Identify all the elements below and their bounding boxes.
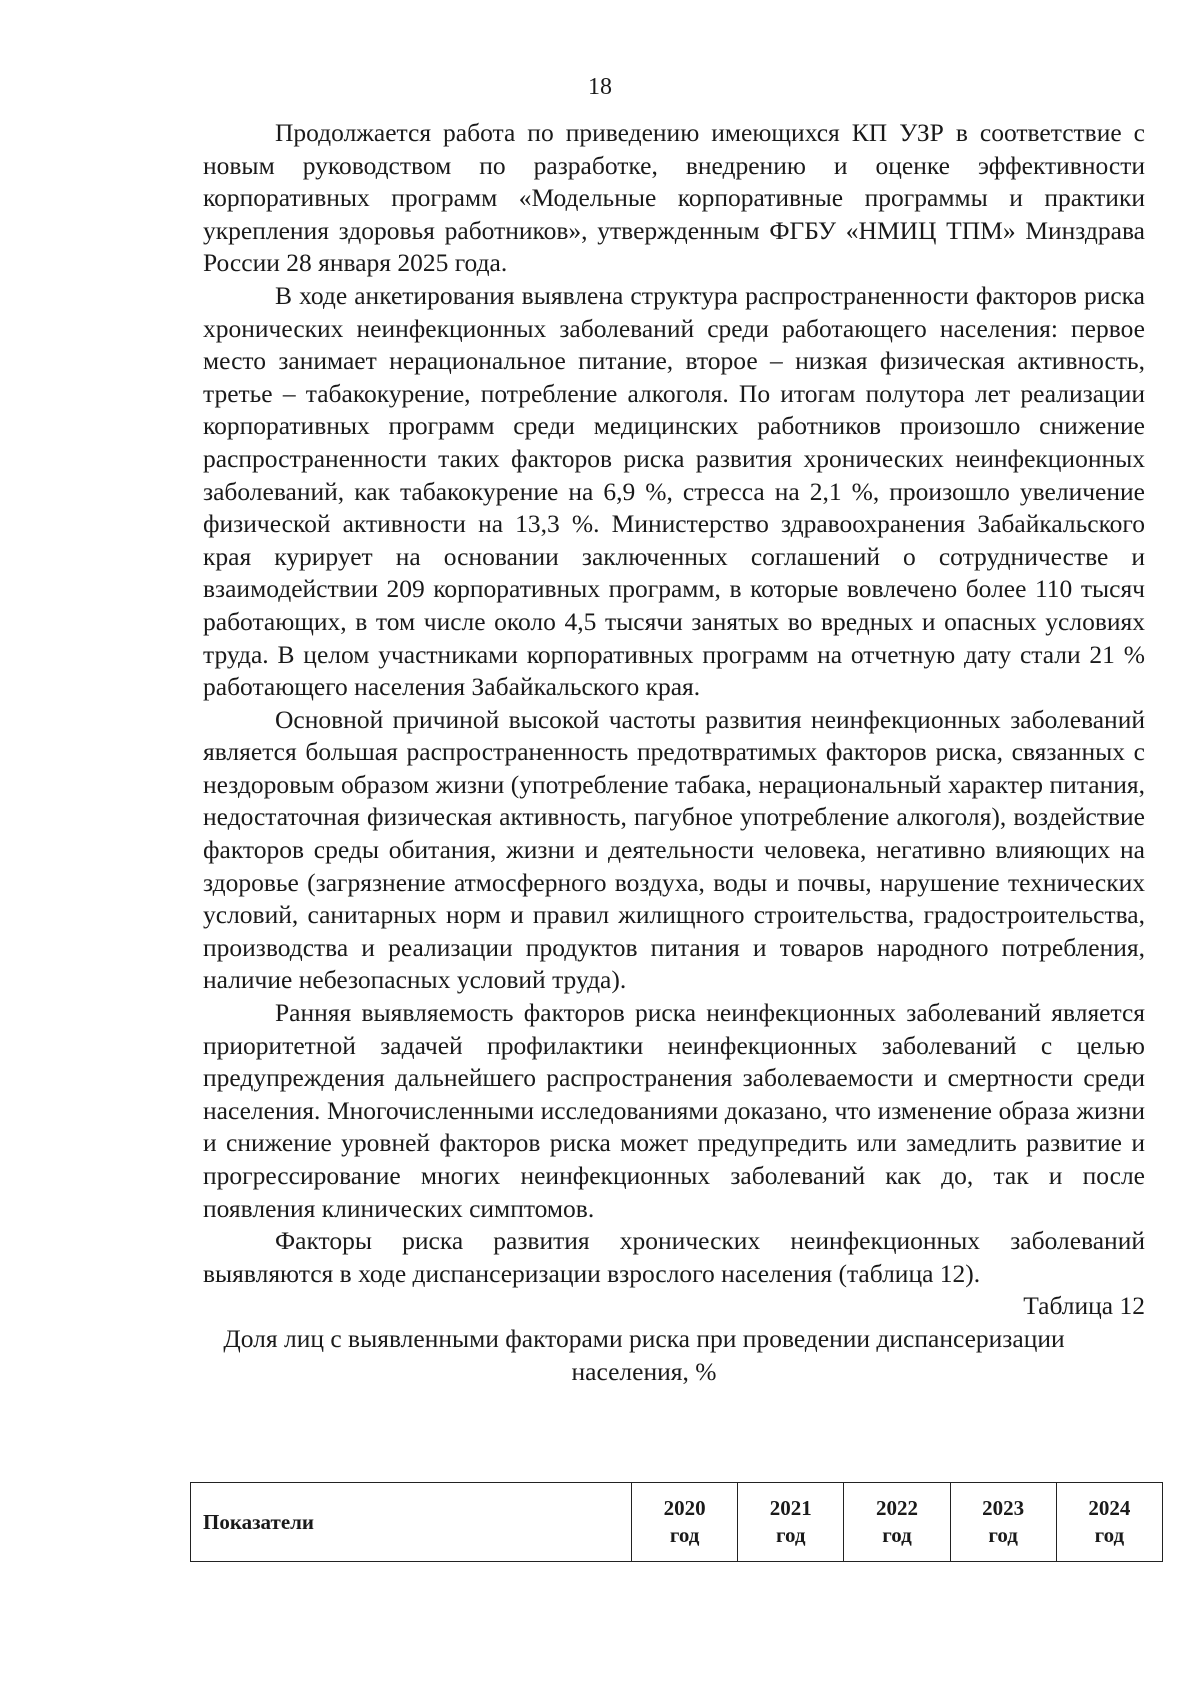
year-value: 2023 <box>982 1496 1025 1520</box>
paragraph: В ходе анкетирования выявлена структура распространенности факторов риска хронических неинфекционных заболеваний среди работающего населения: первое место занимает нерациональное питание, второе – низкая физическая активность, третье – табакокурение, потребление алкоголя. По итогам полутора лет реализации корпоративных программ среди медицинских работников произошло снижение распространенности таких факторов риска развития хронических неинфекционных заболеваний, как табакокурение на 6,9 %, стресса на 2,1 %, произошло увеличение физической активности на 13,3 %. Министерство здравоохранения Забайкальского края курирует на основании заключенных соглашений о сотрудничестве и взаимодействии 209 корпоративных программ, в которые вовлечено более 110 тысяч работающих, в том числе около 4,5 тысячи занятых во вредных и опасных условиях труда. В целом участниками корпоративных программ на отчетную дату стали 21 % работающего населения Забайкальского края. <box>203 280 1145 702</box>
year-value: 2024 <box>1088 1496 1131 1520</box>
header-year-2023 <box>950 1483 1056 1562</box>
paragraph: Ранняя выявляемость факторов риска неинфекционных заболеваний является приоритетной задачей профилактики неинфекционных заболеваний с целью предупреждения дальнейшего распространения заболеваемости и смертности среди населения. Многочисленными исследованиями доказано, что изменение образа жизни и снижение уровней факторов риска может предупредить или замедлить развитие и прогрессирование многих неинфекционных заболеваний как до, так и после появления клинических симптомов. <box>203 998 1145 1223</box>
table-title: Доля лиц с выявленными факторами риска при проведении диспансеризации населения, % <box>223 1323 1065 1386</box>
year-value: 2021 <box>769 1496 812 1520</box>
year-unit: год <box>669 1523 700 1547</box>
year-unit: год <box>988 1523 1018 1547</box>
paragraph: Основной причиной высокой частоты развития неинфекционных заболеваний является большая распространенность предотвратимых факторов риска, связанных с нездоровым образом жизни (употребление табака, нерациональный характер питания, недостаточная физическая активность, пагубное употребление алкоголя), воздействие факторов среды обитания, жизни и деятельности человека, негативно влияющих на здоровье (загрязнение атмосферного воздуха, воды и почвы, нарушение технических условий, санитарных норм и правил жилищного строительства, градостроительства, производства и реализации продуктов питания и товаров народного потребления, наличие небезопасных условий труда). <box>203 704 1145 995</box>
header-indicator: Показатели <box>191 1483 632 1562</box>
body-text <box>203 117 1145 1388</box>
data-table <box>190 1482 1163 1562</box>
year-unit: год <box>882 1523 912 1547</box>
year-unit: год <box>1094 1523 1125 1547</box>
header-year-2021 <box>738 1483 844 1562</box>
paragraph: Продолжается работа по приведению имеющихся КП УЗР в соответствие с новым руководством по разработке, внедрению и оценке эффективности корпоративных программ «Модельные корпоративные программы и практики укрепления здоровья работников», утвержденным ФГБУ «НМИЦ ТПМ» Минздрава России 28 января 2025 года. <box>203 118 1145 278</box>
paragraph: Факторы риска развития хронических неинфекционных заболеваний выявляются в ходе диспансеризации взрослого населения (таблица 12). <box>203 1226 1145 1288</box>
page-number: 18 <box>588 74 612 100</box>
table-header-row <box>191 1483 1163 1562</box>
header-year-2022 <box>844 1483 950 1562</box>
year-unit: год <box>776 1523 806 1547</box>
header-year-2020 <box>631 1483 737 1562</box>
year-value: 2020 <box>663 1496 706 1520</box>
header-year-2024 <box>1056 1483 1162 1562</box>
year-value: 2022 <box>875 1496 918 1520</box>
table-label: Таблица 12 <box>1023 1291 1145 1321</box>
